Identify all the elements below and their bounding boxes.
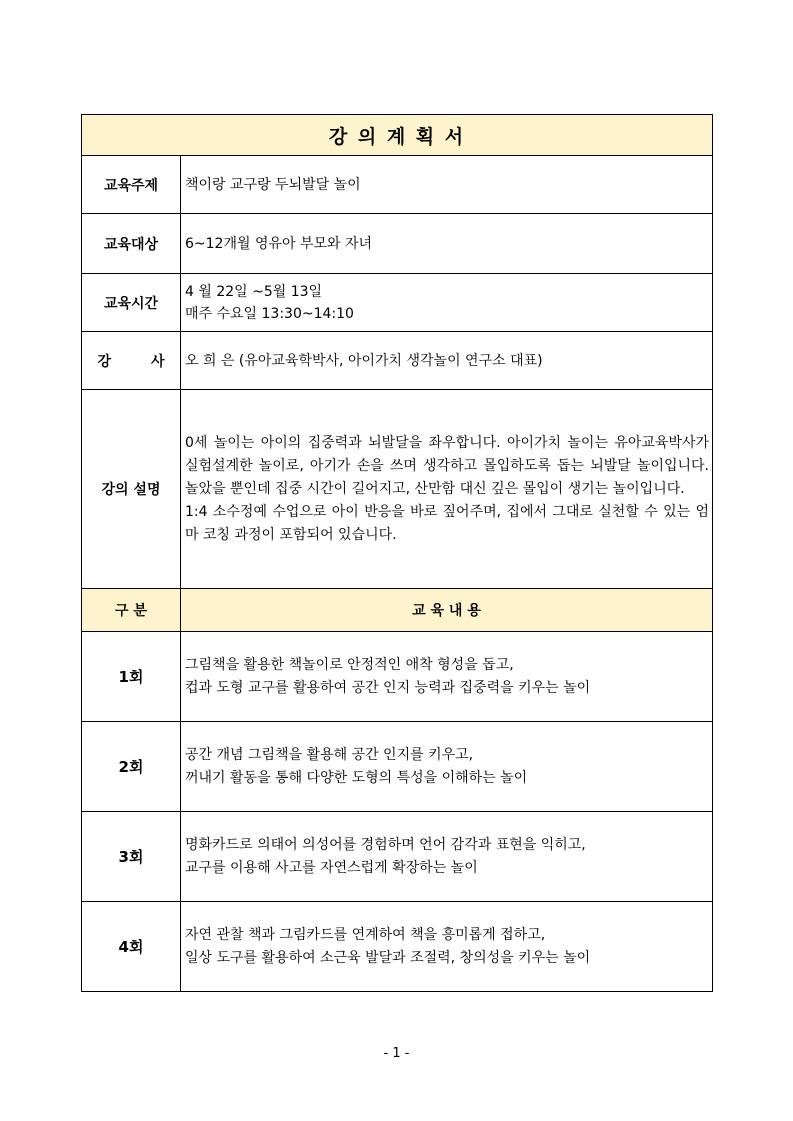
page-number: - 1 - xyxy=(383,1046,410,1061)
session-2-line-1: 공간 개념 그림책을 활용해 공간 인지를 키우고, xyxy=(185,746,474,763)
session-1-label: 1회 xyxy=(82,632,181,722)
description-label: 강의 설명 xyxy=(82,390,181,589)
session-3-line-1: 명화카드로 의태어 의성어를 경험하며 언어 감각과 표현을 익히고, xyxy=(185,836,586,853)
session-4-content xyxy=(181,902,713,992)
target-value: 6~12개월 영유아 부모와 자녀 xyxy=(181,214,713,274)
session-2-content xyxy=(181,722,713,812)
instructor-label-a: 강 xyxy=(97,353,111,370)
session-4-label: 4회 xyxy=(82,902,181,992)
session-3-content xyxy=(181,812,713,902)
document-title: 강 의 계 획 서 xyxy=(82,115,713,156)
topic-value: 책이랑 교구랑 두뇌발달 놀이 xyxy=(181,156,713,214)
lecture-plan-table xyxy=(81,114,713,992)
session-3-line-2: 교구를 이용해 사고를 자연스럽게 확장하는 놀이 xyxy=(185,859,478,876)
session-4-line-2: 일상 도구를 활용하여 소근육 발달과 조절력, 창의성을 키우는 놀이 xyxy=(185,949,591,966)
header-content: 교 육 내 용 xyxy=(181,589,713,632)
topic-label: 교육주제 xyxy=(82,156,181,214)
session-3-label: 3회 xyxy=(82,812,181,902)
instructor-label-b: 사 xyxy=(151,353,165,370)
instructor-value: 오 희 은 (유아교육학박사, 아이가치 생각놀이 연구소 대표) xyxy=(181,332,713,390)
time-dates: 4 월 22일 ~5월 13일 xyxy=(185,283,323,300)
target-label: 교육대상 xyxy=(82,214,181,274)
time-label: 교육시간 xyxy=(82,274,181,332)
instructor-label xyxy=(82,332,181,390)
session-1-content xyxy=(181,632,713,722)
description-paragraph-1: 0세 놀이는 아이의 집중력과 뇌발달을 좌우합니다. 아이가치 놀이는 유아교육박사가 실험설계한 놀이로, 아기가 손을 쓰며 생각하고 몰입하도록 돕는 뇌발달 놀이입니다. 놀았을 뿐인데 집중 시간이 길어지고, 산만함 대신 깊은 몰입이 생기는 놀이입니다. xyxy=(185,434,710,497)
session-1-line-2: 컵과 도형 교구를 활용하여 공간 인지 능력과 집중력을 키우는 놀이 xyxy=(185,679,591,696)
session-2-label: 2회 xyxy=(82,722,181,812)
time-schedule: 매주 수요일 13:30~14:10 xyxy=(185,305,354,322)
time-value xyxy=(181,274,713,332)
description-paragraph-2: 1:4 소수정예 수업으로 아이 반응을 바로 짚어주며, 집에서 그대로 실천할 수 있는 엄마 코칭 과정이 포함되어 있습니다. xyxy=(185,503,710,543)
session-4-line-1: 자연 관찰 책과 그림카드를 연계하여 책을 흥미롭게 접하고, xyxy=(185,926,546,943)
session-1-line-1: 그림책을 활용한 책놀이로 안정적인 애착 형성을 돕고, xyxy=(185,656,514,673)
header-division: 구 분 xyxy=(82,589,181,632)
session-2-line-2: 꺼내기 활동을 통해 다양한 도형의 특성을 이해하는 놀이 xyxy=(185,769,528,786)
description-value xyxy=(181,390,713,589)
